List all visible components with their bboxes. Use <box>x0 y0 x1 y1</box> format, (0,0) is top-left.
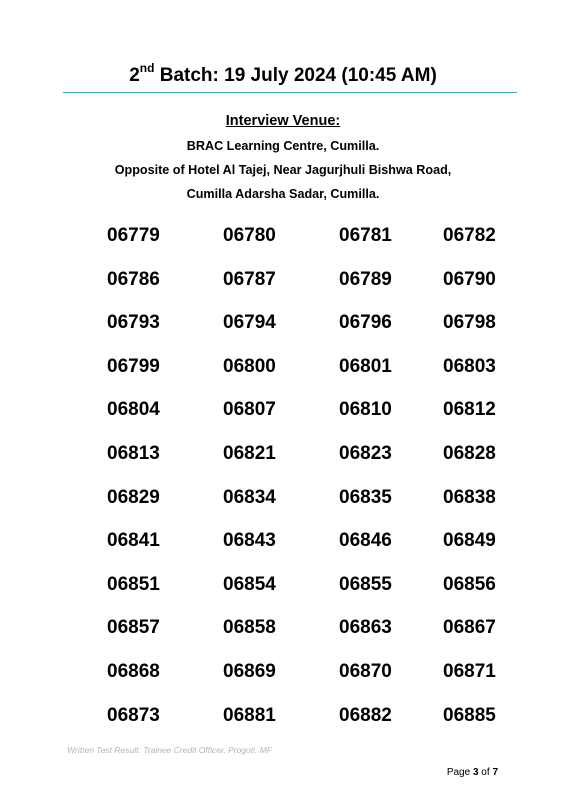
roll-number: 06849 <box>443 530 496 552</box>
roll-number: 06804 <box>107 399 160 421</box>
roll-number: 06834 <box>223 486 276 508</box>
roll-number: 06799 <box>107 355 160 377</box>
roll-number: 06869 <box>223 661 276 682</box>
roll-number: 06843 <box>223 530 276 552</box>
roll-number: 06801 <box>339 355 392 377</box>
roll-number: 06871 <box>443 661 496 682</box>
batch-title-number: 2 <box>129 65 140 86</box>
page-total: 7 <box>492 767 498 778</box>
roll-number: 06829 <box>107 486 160 508</box>
roll-number: 06857 <box>107 617 160 639</box>
roll-number: 06803 <box>443 355 496 377</box>
roll-number: 06798 <box>443 312 496 334</box>
roll-number: 06793 <box>107 312 160 334</box>
roll-number: 06813 <box>107 443 160 464</box>
page-indicator <box>447 767 498 778</box>
roll-number: 06789 <box>339 268 392 290</box>
roll-number: 06846 <box>339 530 392 552</box>
roll-number: 06823 <box>339 443 392 464</box>
roll-number: 06780 <box>223 225 276 246</box>
venue-line-1: BRAC Learning Centre, Cumilla. <box>186 139 380 153</box>
roll-number: 06868 <box>107 661 160 682</box>
roll-number: 06854 <box>223 573 276 595</box>
roll-number: 06858 <box>223 617 276 639</box>
page-label: Page <box>446 767 473 778</box>
roll-number: 06885 <box>443 704 496 726</box>
roll-number: 06841 <box>107 530 160 552</box>
roll-number: 06882 <box>339 704 392 726</box>
roll-number: 06855 <box>339 573 392 595</box>
venue-heading: Interview Venue: <box>225 113 341 129</box>
roll-number: 06781 <box>339 225 392 246</box>
roll-number: 06863 <box>339 617 392 639</box>
roll-number: 06794 <box>223 312 276 334</box>
page-of: of <box>478 767 493 778</box>
roll-number: 06779 <box>107 225 160 246</box>
roll-number: 06835 <box>339 486 392 508</box>
roll-number: 06786 <box>107 268 160 290</box>
batch-title-ordinal: nd <box>139 60 155 75</box>
roll-number: 06867 <box>443 617 496 639</box>
roll-number: 06856 <box>443 573 496 595</box>
roll-number: 06790 <box>443 268 496 290</box>
roll-number: 06870 <box>339 661 392 682</box>
roll-number: 06782 <box>443 225 496 246</box>
page-current: 3 <box>472 767 479 778</box>
roll-number: 06787 <box>223 268 276 290</box>
roll-number: 06800 <box>223 355 276 377</box>
roll-number: 06873 <box>107 704 160 726</box>
roll-number: 06851 <box>107 573 160 595</box>
venue-line-3: Cumilla Adarsha Sadar, Cumilla. <box>186 187 380 201</box>
footer-note: Written Test Result: Trainee Credit Officer, Progoti, MF <box>67 745 273 755</box>
venue-line-2: Opposite of Hotel Al Tajej, Near Jagurjhuli Bishwa Road, <box>114 163 452 177</box>
roll-number: 06838 <box>443 486 496 508</box>
roll-number: 06812 <box>443 399 496 421</box>
roll-number: 06881 <box>223 704 276 726</box>
roll-number: 06810 <box>339 399 392 421</box>
roll-number: 06828 <box>443 443 496 464</box>
roll-number: 06821 <box>223 443 276 464</box>
roll-number: 06796 <box>339 312 392 334</box>
batch-title-text: Batch: 19 July 2024 (10:45 AM) <box>154 65 437 86</box>
roll-number: 06807 <box>223 399 276 421</box>
